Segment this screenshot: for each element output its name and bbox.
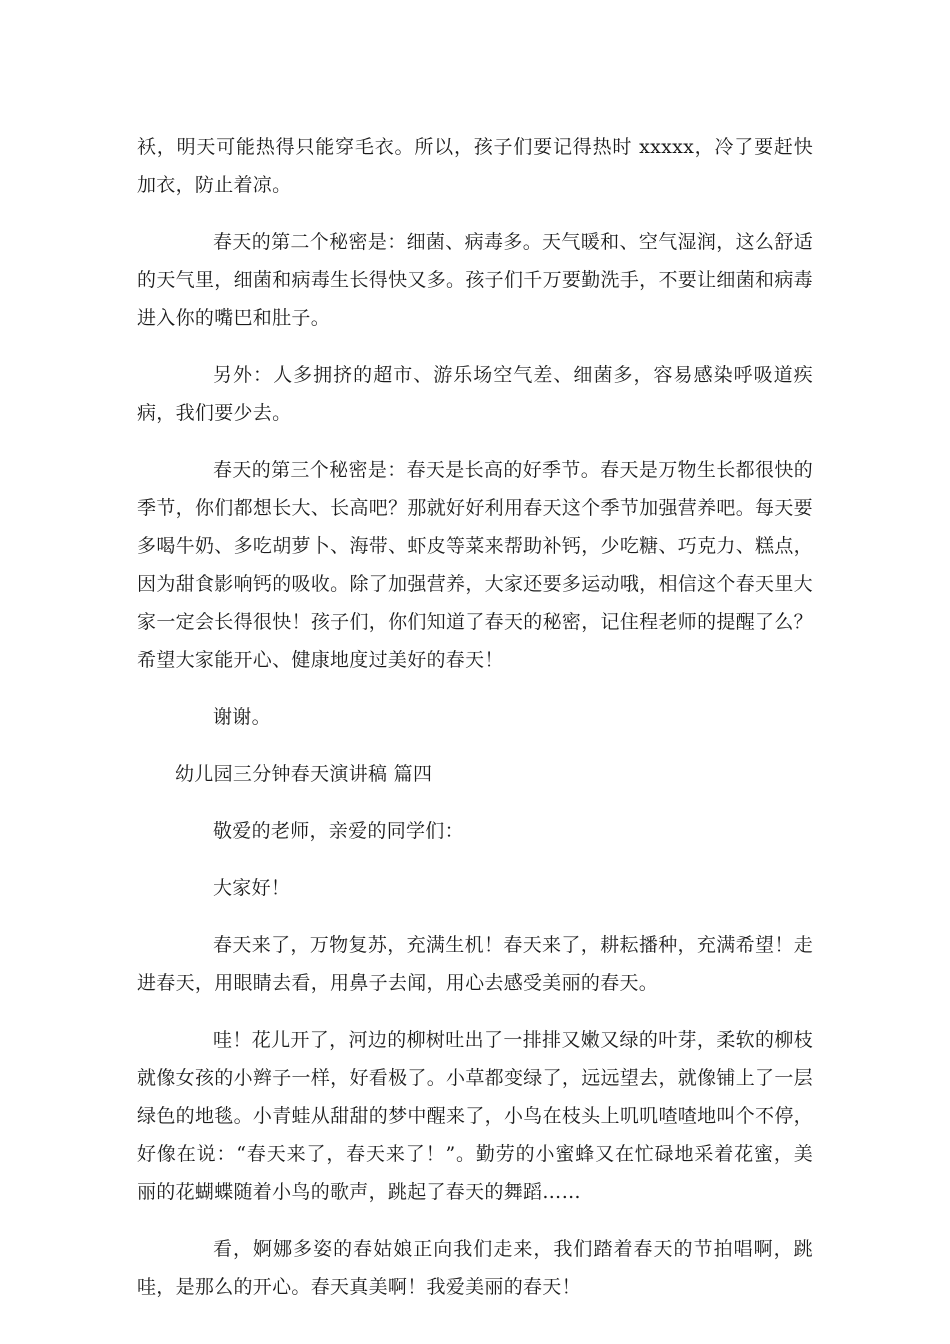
- paragraph-thanks: 谢谢。: [213, 706, 271, 728]
- section-heading: 幼儿园三分钟春天演讲稿 篇四: [175, 763, 433, 785]
- paragraph-gap: [137, 736, 813, 755]
- paragraph-gap: [137, 907, 813, 926]
- paragraph-greeting: 大家好！: [213, 877, 291, 899]
- paragraph-salutation: 敬爱的老师，亲爱的同学们：: [213, 820, 464, 842]
- paragraph-continuation: 袄，明天可能热得只能穿毛衣。所以，孩子们要记得热时 xxxxx，冷了要赶快加衣，防止着凉。: [137, 136, 813, 196]
- paragraph-gap: [137, 432, 813, 451]
- paragraph-spring-arrives: 春天来了，万物复苏，充满生机！春天来了，耕耘播种，充满希望！走进春天，用眼睛去看，用鼻子去闻，用心去感受美丽的春天。: [137, 934, 813, 994]
- paragraph-gap: [137, 679, 813, 698]
- paragraph-gap: [137, 337, 813, 356]
- paragraph-flowers: 哇！花儿开了，河边的柳树吐出了一排排又嫩又绿的叶芽，柔软的柳枝就像女孩的小辫子一样，好看极了。小草都变绿了，远远望去，就像铺上了一层绿色的地毯。小青蛙从甜甜的梦中醒来了，小鸟在枝头上叽叽喳喳地叫个不停，好像在说：“春天来了，春天来了！”。勤劳的小蜜蜂又在忙碌地采着花蜜，美丽的花蝴蝶随着小鸟的歌声，跳起了春天的舞蹈……: [137, 1029, 813, 1203]
- paragraph-gap: [137, 204, 813, 223]
- paragraph-gap: [137, 850, 813, 869]
- paragraph-second-secret: 春天的第二个秘密是：细菌、病毒多。天气暖和、空气湿润，这么舒适的天气里，细菌和病毒生长得快又多。孩子们千万要勤洗手，不要让细菌和病毒进入你的嘴巴和肚子。: [137, 231, 813, 329]
- paragraph-spring-girl: 看，婀娜多姿的春姑娘正向我们走来，我们踏着春天的节拍唱啊，跳哇，是那么的开心。春天真美啊！我爱美丽的春天！: [137, 1238, 813, 1298]
- paragraph-third-secret: 春天的第三个秘密是：春天是长高的好季节。春天是万物生长都很快的季节，你们都想长大、长高吧？那就好好利用春天这个季节加强营养吧。每天要多喝牛奶、多吃胡萝卜、海带、虾皮等菜来帮助补钙，少吃糖、巧克力、糕点，因为甜食影响钙的吸收。除了加强营养，大家还要多运动哦，相信这个春天里大家一定会长得很快！孩子们，你们知道了春天的秘密，记住程老师的提醒了么？希望大家能开心、健康地度过美好的春天！: [137, 459, 813, 671]
- paragraph-gap: [137, 1211, 813, 1230]
- paragraph-gap: [137, 793, 813, 812]
- paragraph-additionally: 另外：人多拥挤的超市、游乐场空气差、细菌多，容易感染呼吸道疾病，我们要少去。: [137, 364, 813, 424]
- document-page: [137, 128, 813, 1306]
- paragraph-gap: [137, 1002, 813, 1021]
